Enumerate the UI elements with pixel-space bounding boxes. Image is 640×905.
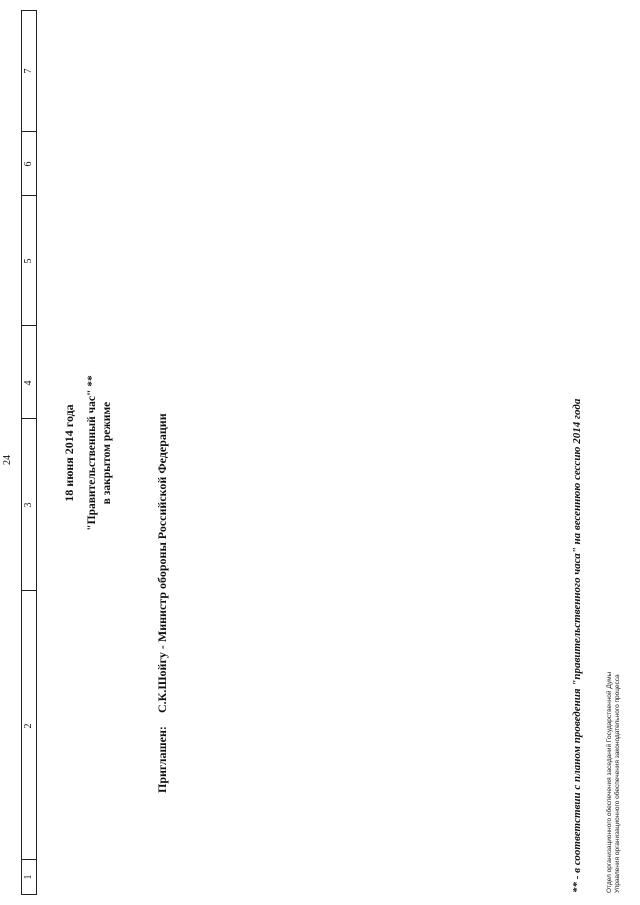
page-number: 24 — [2, 455, 13, 465]
column-number-3: 3 — [23, 502, 34, 508]
column-divider — [22, 325, 36, 326]
footnote: ** - в соответствии с планом проведения "правительственного часа" на весеннюю сессию 2014 года — [571, 398, 583, 893]
column-divider — [22, 590, 36, 591]
department-line-2: Управления организационного обеспечения законодательного процесса — [614, 674, 621, 893]
column-number-6: 6 — [23, 161, 34, 167]
column-divider — [22, 418, 36, 419]
column-divider — [22, 859, 36, 860]
column-number-1: 1 — [23, 874, 34, 880]
column-number-4: 4 — [23, 380, 34, 386]
event-mode: в закрытом режиме — [101, 401, 113, 505]
invited-label: Приглашен: — [155, 726, 169, 793]
table-header-row — [21, 10, 37, 895]
column-divider — [22, 131, 36, 132]
column-number-7: 7 — [23, 68, 34, 74]
column-number-5: 5 — [23, 258, 34, 264]
column-number-2: 2 — [23, 723, 34, 729]
department-line-1: Отдел организационного обеспечения заседаний Государственной Думы — [606, 671, 613, 893]
column-divider — [22, 195, 36, 196]
event-title: "Правительственный час" ** — [86, 375, 98, 531]
session-date: 18 июня 2014 года — [62, 404, 76, 502]
invited-person: С.К.Шойгу - Министр обороны Российской Федерации — [155, 413, 169, 713]
